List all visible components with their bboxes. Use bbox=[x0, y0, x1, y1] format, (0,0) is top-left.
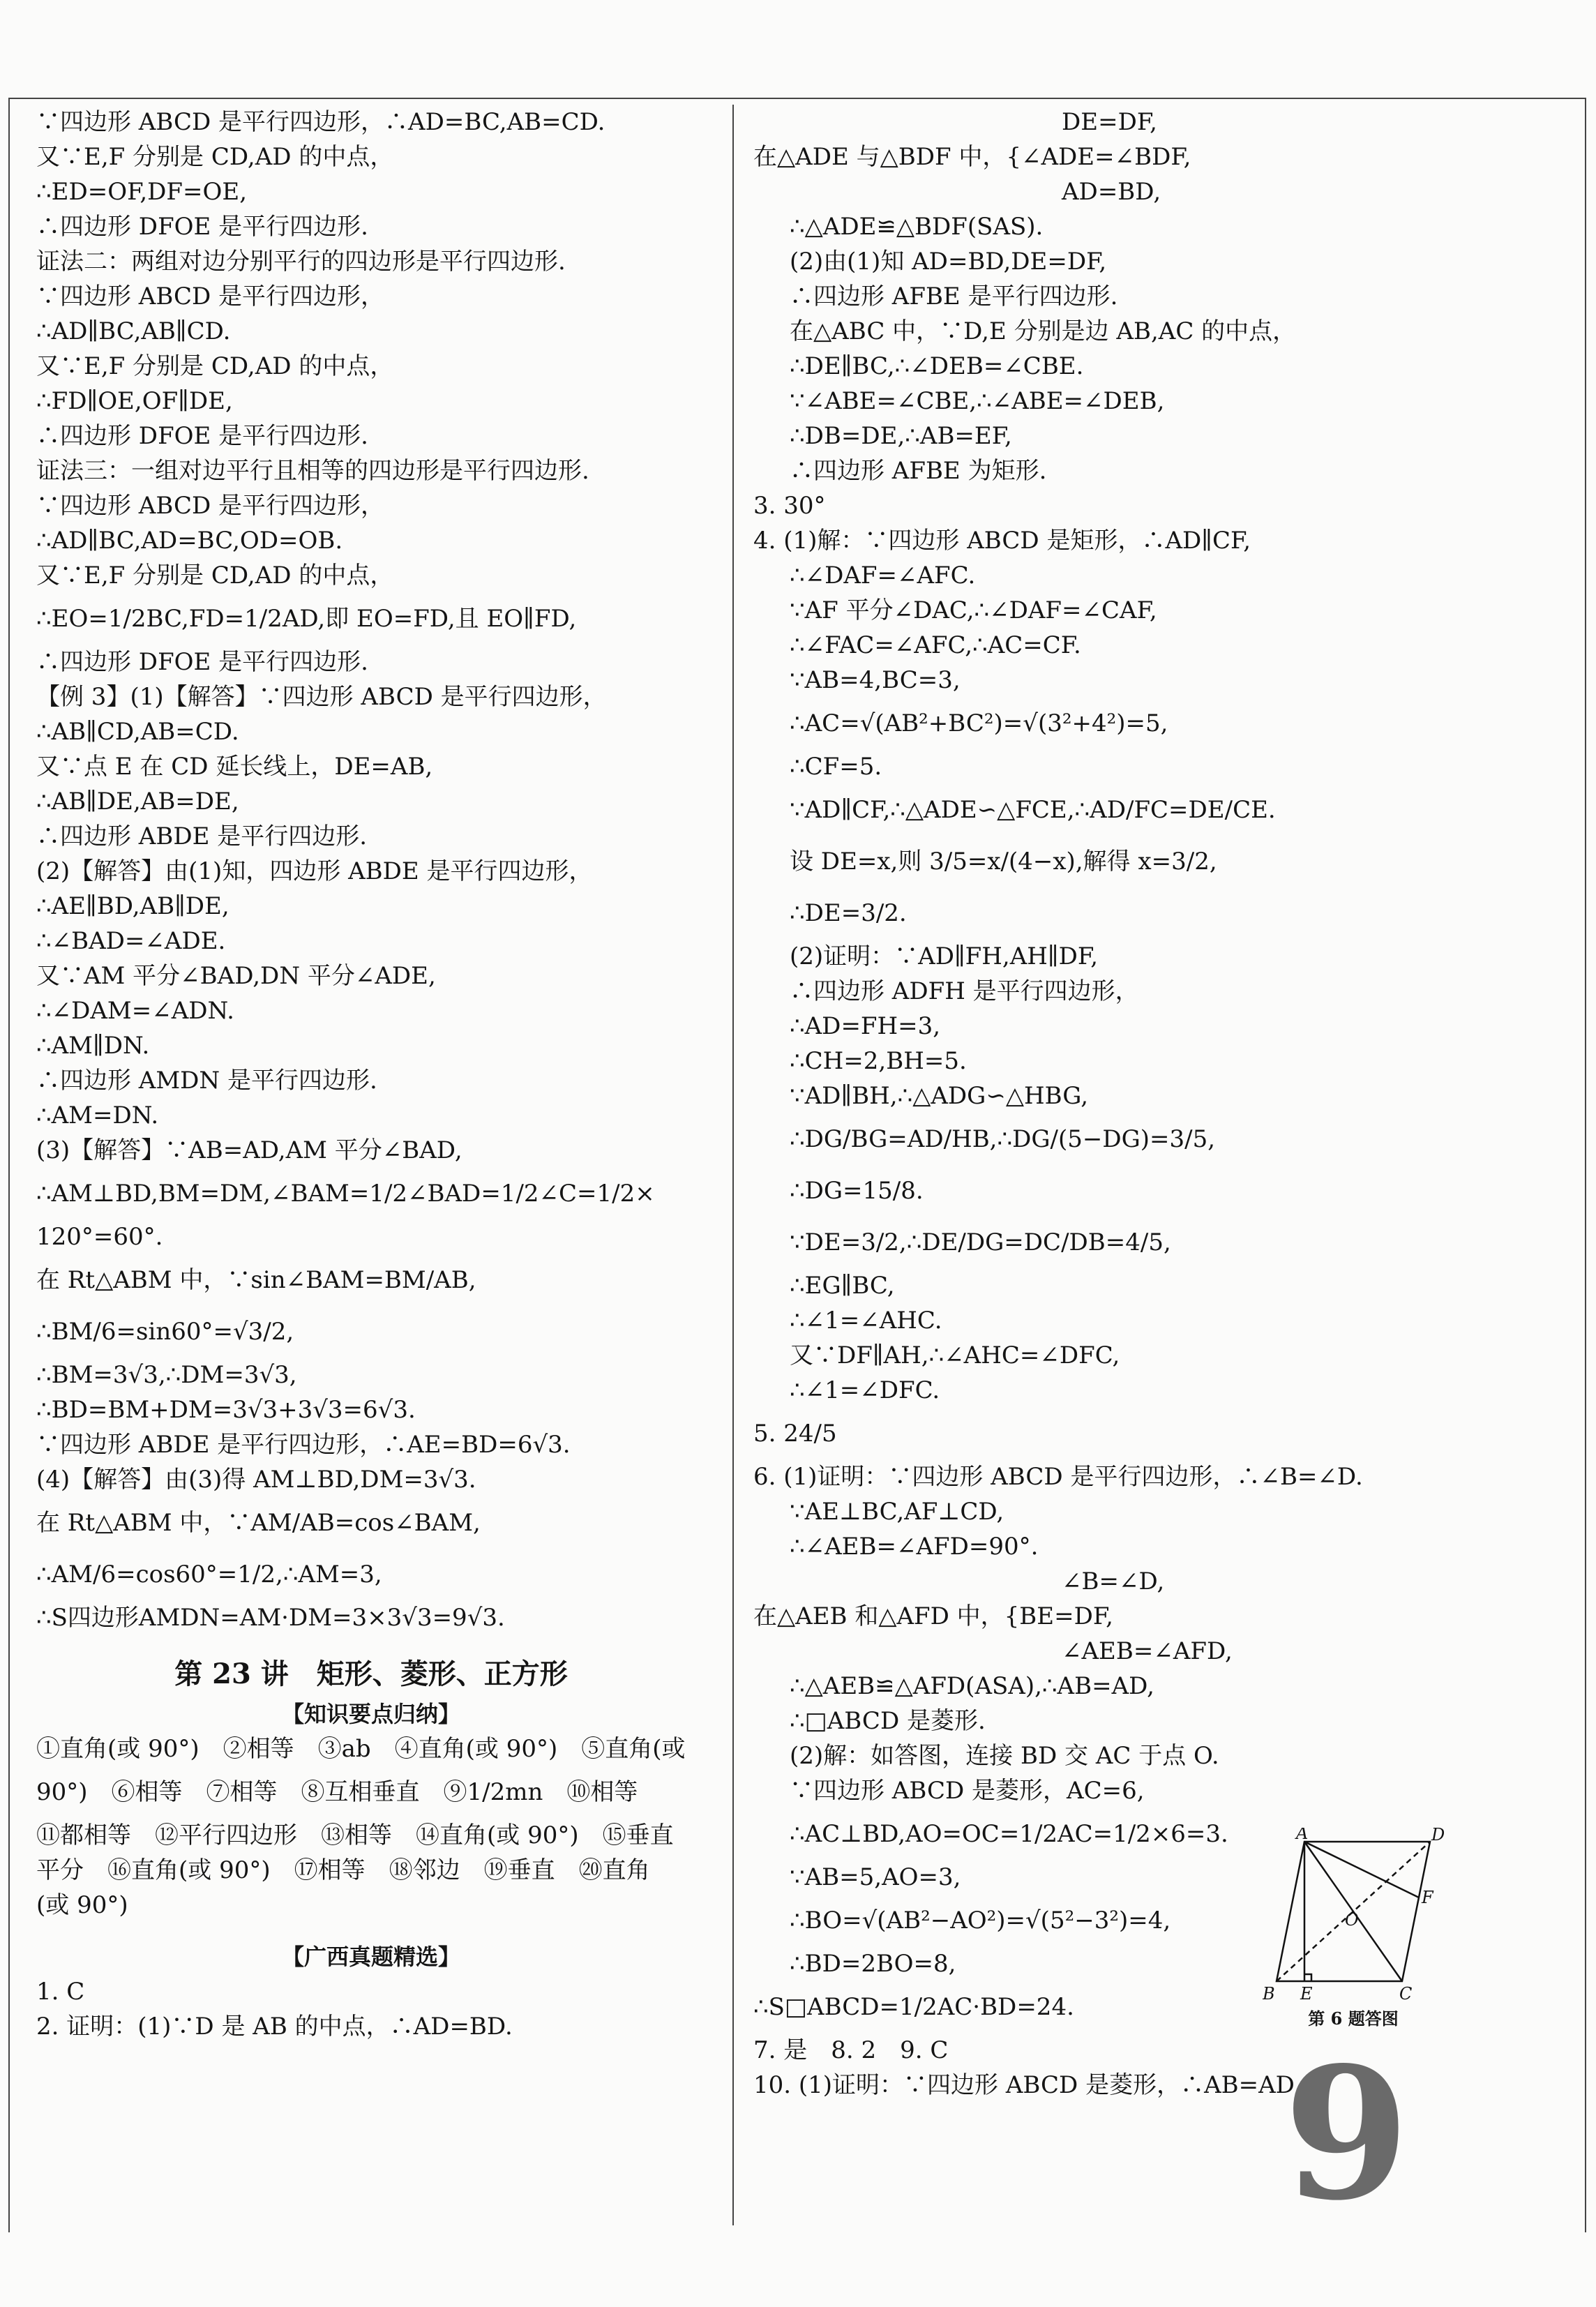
text-line: 证法二：两组对边分别平行的四边形是平行四边形. bbox=[36, 248, 566, 276]
figure-caption: 第 6 题答图 bbox=[1308, 2008, 1399, 2029]
text-line: 4. (1)解：∵四边形 ABCD 是矩形，∴AD∥CF, bbox=[753, 527, 1251, 555]
text-line: ∵∠ABE=∠CBE,∴∠ABE=∠DEB, bbox=[790, 387, 1165, 415]
text-line: 又∵E,F 分别是 CD,AD 的中点， bbox=[36, 352, 394, 380]
text-line: ∴AB∥DE,AB=DE, bbox=[36, 788, 239, 816]
page-frame-top bbox=[8, 98, 1586, 99]
text-line: ∴AC=√(AB²+BC²)=√(3²+4²)=5, bbox=[790, 709, 1168, 737]
knowledge-line: ①直角(或 90°) ②相等 ③ab ④直角(或 90°) ⑤直角(或 bbox=[36, 1735, 686, 1763]
text-line: ∵AB=5,AO=3, bbox=[790, 1863, 961, 1891]
text-line: 120°=60°. bbox=[36, 1223, 163, 1251]
page-number: 9 bbox=[1283, 2028, 1410, 2241]
text-line: 证法三：一组对边平行且相等的四边形是平行四边形. bbox=[36, 457, 589, 485]
knowledge-line: 90°) ⑥相等 ⑦相等 ⑧互相垂直 ⑨1/2mn ⑩相等 bbox=[36, 1778, 638, 1806]
text-line: ∴四边形 DFOE 是平行四边形. bbox=[36, 422, 368, 450]
text-line: ∵AB=4,BC=3, bbox=[790, 666, 961, 694]
text-line: ∵四边形 ABCD 是菱形，AC=6, bbox=[790, 1777, 1145, 1805]
knowledge-line: 平分 ⑯直角(或 90°) ⑰相等 ⑱邻边 ⑲垂直 ⑳直角 bbox=[36, 1856, 650, 1884]
text-line: ∴四边形 ABDE 是平行四边形. bbox=[36, 822, 368, 850]
text-line: ∴AM/6=cos60°=1/2,∴AM=3, bbox=[36, 1561, 382, 1588]
exam-heading: 【广西真题精选】 bbox=[281, 1944, 460, 1970]
section-title: 第 23 讲 矩形、菱形、正方形 bbox=[174, 1658, 568, 1690]
text-line: ∴AM⊥BD,BM=DM,∠BAM=1/2∠BAD=1/2∠C=1/2× bbox=[36, 1180, 655, 1208]
text-line: DE=DF, bbox=[753, 108, 1157, 136]
text-line: (4)【解答】由(3)得 AM⊥BD,DM=3√3. bbox=[36, 1466, 476, 1494]
text-line: ∴S四边形AMDN=AM·DM=3×3√3=9√3. bbox=[36, 1604, 505, 1632]
text-line: ∴四边形 AFBE 是平行四边形. bbox=[790, 283, 1118, 310]
text-line: ∴FD∥OE,OF∥DE, bbox=[36, 387, 233, 415]
text-line: ∵AF 平分∠DAC,∴∠DAF=∠CAF, bbox=[790, 596, 1157, 624]
text-line: (2)解：如答图，连接 BD 交 AC 于点 O. bbox=[790, 1742, 1219, 1770]
text-line: ∠AEB=∠AFD, bbox=[753, 1637, 1233, 1665]
text-line: 3. 30° bbox=[753, 492, 826, 520]
text-line: ∠B=∠D, bbox=[753, 1568, 1165, 1595]
spacer bbox=[36, 1923, 706, 1939]
column-divider bbox=[732, 105, 734, 2225]
figure-label: O bbox=[1345, 1910, 1359, 1930]
text-line: ∴DG/BG=AD/HB,∴DG/(5−DG)=3/5, bbox=[790, 1125, 1216, 1153]
text-line: ∴ED=OF,DF=OE, bbox=[36, 178, 248, 206]
text-line: ∵AE⊥BC,AF⊥CD, bbox=[790, 1498, 1004, 1526]
text-line: ∴DE=3/2. bbox=[790, 899, 907, 927]
text-line: ∵四边形 ABCD 是平行四边形， bbox=[36, 283, 385, 310]
text-line: 7. 是 8. 2 9. C bbox=[753, 2036, 949, 2064]
text-line: ∴△AEB≌△AFD(ASA),∴AB=AD, bbox=[790, 1672, 1154, 1700]
text-line: ∵四边形 ABCD 是平行四边形，∴AD=BC,AB=CD. bbox=[36, 108, 605, 136]
figure-label: F bbox=[1422, 1888, 1433, 1907]
text-line: ∴∠DAF=∠AFC. bbox=[790, 562, 976, 589]
text-line: 又∵DF∥AH,∴∠AHC=∠DFC, bbox=[790, 1342, 1120, 1369]
figure-label: C bbox=[1399, 1984, 1413, 2002]
text-line: ∴BM/6=sin60°=√3/2, bbox=[36, 1318, 294, 1346]
answer-line: 2. 证明：(1)∵D 是 AB 的中点，∴AD=BD. bbox=[36, 2013, 513, 2041]
text-line: ∴△ADE≌△BDF(SAS). bbox=[790, 213, 1044, 241]
knowledge-heading: 【知识要点归纳】 bbox=[281, 1701, 460, 1727]
text-line: ∵AD∥CF,∴△ADE∽△FCE,∴AD/FC=DE/CE. bbox=[790, 796, 1276, 824]
right-column bbox=[753, 105, 1528, 2103]
text-line: 在△AEB 和△AFD 中，{BE=DF, bbox=[753, 1602, 1113, 1630]
left-column bbox=[36, 105, 706, 2044]
text-line: ∴EO=1/2BC,FD=1/2AD,即 EO=FD,且 EO∥FD, bbox=[36, 605, 577, 633]
text-line: ∴AB∥CD,AB=CD. bbox=[36, 718, 239, 746]
text-line: 在 Rt△ABM 中，∵AM/AB=cos∠BAM, bbox=[36, 1509, 481, 1537]
text-line: 10. (1)证明：∵四边形 ABCD 是菱形，∴AB=AD. bbox=[753, 2071, 1302, 2099]
text-line: ∴四边形 AFBE 为矩形. bbox=[790, 457, 1047, 485]
knowledge-line: (或 90°) bbox=[36, 1891, 128, 1919]
text-line: ∴AM=DN. bbox=[36, 1102, 159, 1129]
text-line: ∴四边形 AMDN 是平行四边形. bbox=[36, 1067, 377, 1095]
text-line: 又∵点 E 在 CD 延长线上，DE=AB, bbox=[36, 753, 433, 781]
text-line: (2)【解答】由(1)知，四边形 ABDE 是平行四边形， bbox=[36, 857, 593, 885]
text-line: ∴四边形 DFOE 是平行四边形. bbox=[36, 648, 368, 676]
figure-label: A bbox=[1296, 1828, 1309, 1843]
text-line: ∴BM=3√3,∴DM=3√3, bbox=[36, 1361, 297, 1389]
figure-label: E bbox=[1300, 1984, 1313, 2002]
text-line: ∴∠BAD=∠ADE. bbox=[36, 927, 226, 955]
text-line: ∴CH=2,BH=5. bbox=[790, 1047, 967, 1075]
text-line: (2)由(1)知 AD=BD,DE=DF, bbox=[790, 248, 1107, 276]
text-line: ∴BD=2BO=8, bbox=[790, 1950, 956, 1978]
text-line: ∴DB=DE,∴AB=EF, bbox=[790, 422, 1012, 450]
text-line: ∴∠DAM=∠ADN. bbox=[36, 997, 234, 1025]
rhombus-diagram bbox=[1263, 1828, 1444, 2002]
text-line: 在 Rt△ABM 中，∵sin∠BAM=BM/AB, bbox=[36, 1266, 476, 1294]
knowledge-line: ⑪都相等 ⑫平行四边形 ⑬相等 ⑭直角(或 90°) ⑮垂直 bbox=[36, 1821, 674, 1849]
text-line: ∵四边形 ABCD 是平行四边形， bbox=[36, 492, 385, 520]
text-line: (2)证明：∵AD∥FH,AH∥DF, bbox=[790, 942, 1098, 970]
text-line: ∵四边形 ABDE 是平行四边形，∴AE=BD=6√3. bbox=[36, 1431, 571, 1459]
text-line: 又∵E,F 分别是 CD,AD 的中点， bbox=[36, 562, 394, 589]
text-line: ∴四边形 ADFH 是平行四边形， bbox=[790, 977, 1139, 1005]
geometry-figure bbox=[1263, 1828, 1444, 2030]
text-line: ∴AM∥DN. bbox=[36, 1032, 150, 1060]
text-line: ∴DE∥BC,∴∠DEB=∠CBE. bbox=[790, 352, 1084, 380]
text-line: ∴AD∥BC,AB∥CD. bbox=[36, 317, 231, 345]
figure-label: B bbox=[1263, 1984, 1275, 2002]
text-line: ∴AD=FH=3, bbox=[790, 1012, 941, 1040]
figure-label: D bbox=[1431, 1828, 1444, 1844]
text-line: ∴EG∥BC, bbox=[790, 1272, 895, 1300]
page-frame-right bbox=[1585, 98, 1586, 2232]
text-line: ∴AC⊥BD,AO=OC=1/2AC=1/2×6=3. bbox=[790, 1820, 1228, 1848]
text-line: 设 DE=x,则 3/5=x/(4−x),解得 x=3/2, bbox=[790, 848, 1217, 876]
text-line: 又∵AM 平分∠BAD,DN 平分∠ADE, bbox=[36, 962, 436, 990]
text-line: ∴CF=5. bbox=[790, 753, 882, 781]
text-line: ∴S□ABCD=1/2AC·BD=24. bbox=[753, 1993, 1074, 2021]
text-line: 5. 24/5 bbox=[753, 1420, 837, 1448]
text-line: 又∵E,F 分别是 CD,AD 的中点， bbox=[36, 143, 394, 171]
text-line: ∴DG=15/8. bbox=[790, 1177, 924, 1205]
text-line: ∴AD∥BC,AD=BC,OD=OB. bbox=[36, 527, 343, 555]
text-line: ∴AE∥BD,AB∥DE, bbox=[36, 892, 229, 920]
text-line: ∴∠FAC=∠AFC,∴AC=CF. bbox=[790, 631, 1081, 659]
text-line: ∴∠1=∠AHC. bbox=[790, 1307, 942, 1335]
text-line: ∴□ABCD 是菱形. bbox=[790, 1707, 986, 1735]
text-line: ∵DE=3/2,∴DE/DG=DC/DB=4/5, bbox=[790, 1228, 1171, 1256]
page-frame-left bbox=[8, 98, 10, 2232]
text-line: ∵AD∥BH,∴△ADG∽△HBG, bbox=[790, 1082, 1089, 1110]
text-line: 【例 3】(1)【解答】∵四边形 ABCD 是平行四边形， bbox=[36, 683, 607, 711]
text-line: 在△ABC 中，∵D,E 分别是边 AB,AC 的中点， bbox=[790, 317, 1297, 345]
text-line: ∴∠AEB=∠AFD=90°. bbox=[790, 1533, 1039, 1561]
text-line: 6. (1)证明：∵四边形 ABCD 是平行四边形，∴∠B=∠D. bbox=[753, 1463, 1363, 1491]
answer-line: 1. C bbox=[36, 1978, 85, 2006]
text-line: ∴BO=√(AB²−AO²)=√(5²−3²)=4, bbox=[790, 1907, 1171, 1934]
text-line: ∴BD=BM+DM=3√3+3√3=6√3. bbox=[36, 1396, 416, 1424]
text-line: ∴四边形 DFOE 是平行四边形. bbox=[36, 213, 368, 241]
text-line: ∴∠1=∠DFC. bbox=[790, 1376, 940, 1404]
text-line: (3)【解答】∵AB=AD,AM 平分∠BAD, bbox=[36, 1136, 462, 1164]
text-line: 在△ADE 与△BDF 中，{∠ADE=∠BDF, bbox=[753, 143, 1191, 171]
text-line: AD=BD, bbox=[753, 178, 1161, 206]
